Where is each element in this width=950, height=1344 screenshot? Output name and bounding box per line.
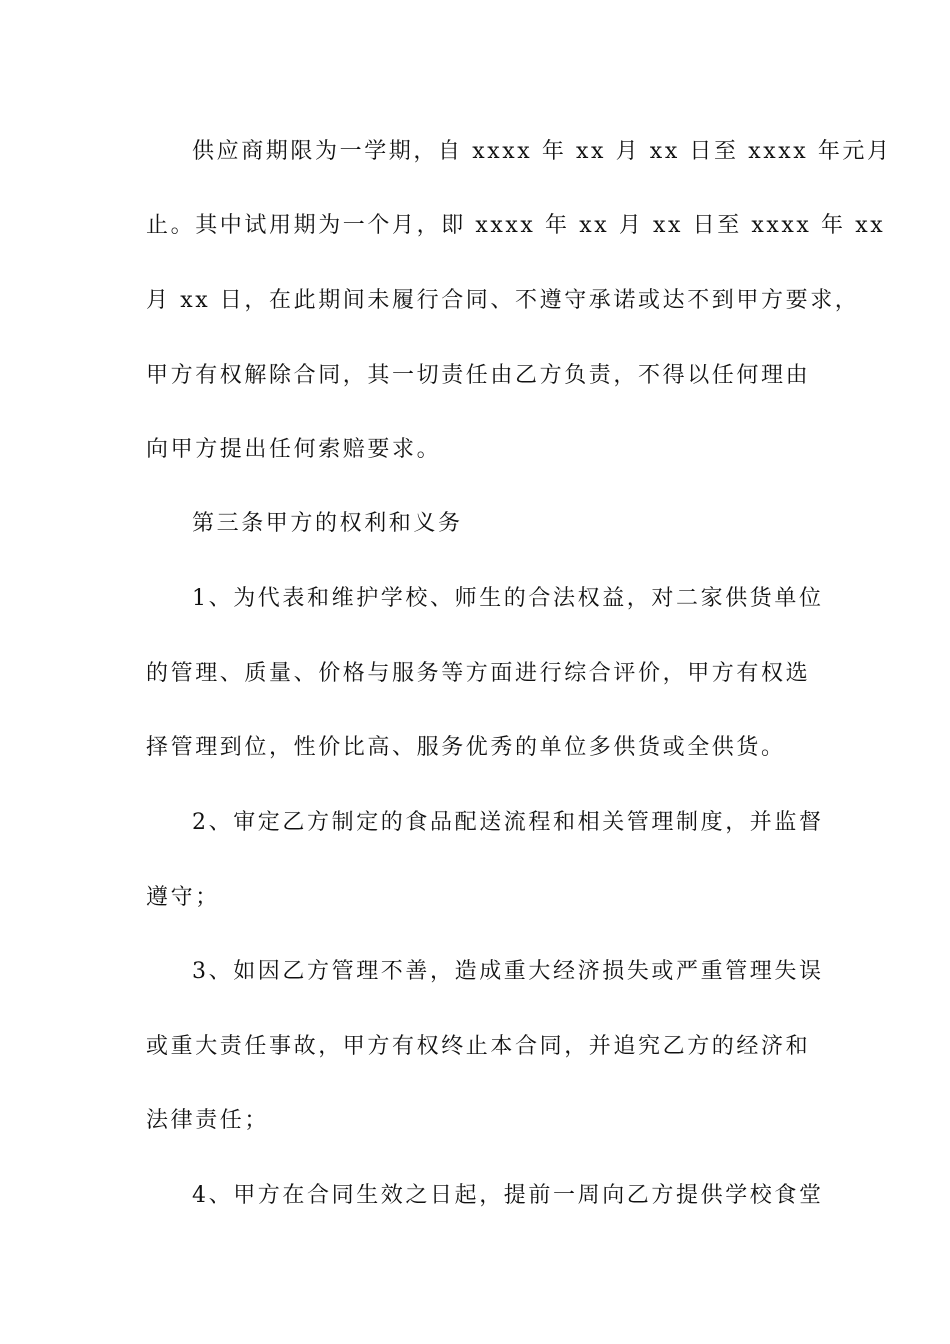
text-line: 2、审定乙方制定的食品配送流程和相关管理制度，并监督 (192, 810, 824, 835)
text-line: 1、为代表和维护学校、师生的合法权益，对二家供货单位 (192, 586, 824, 611)
text-line: 供应商期限为一学期，自 xxxx 年 xx 月 xx 日至 xxxx 年元月 (192, 139, 892, 164)
text-line: 止。其中试用期为一个月，即 xxxx 年 xx 月 xx 日至 xxxx 年 xx (146, 213, 886, 238)
text-line: 择管理到位，性价比高、服务优秀的单位多供货或全供货。 (146, 735, 786, 760)
text-line: 甲方有权解除合同，其一切责任由乙方负责，不得以任何理由 (146, 363, 811, 388)
text-line: 遵守； (146, 885, 220, 910)
section-heading: 第三条甲方的权利和义务 (192, 511, 463, 536)
text-line: 月 xx 日，在此期间未履行合同、不遵守承诺或达不到甲方要求， (146, 288, 860, 313)
text-line: 3、如因乙方管理不善，造成重大经济损失或严重管理失误 (192, 959, 824, 984)
text-line: 或重大责任事故，甲方有权终止本合同，并追究乙方的经济和 (146, 1034, 811, 1059)
text-line: 向甲方提出任何索赔要求。 (146, 437, 442, 462)
text-line: 法律责任； (146, 1108, 270, 1133)
text-line: 4、甲方在合同生效之日起，提前一周向乙方提供学校食堂 (192, 1183, 824, 1208)
text-line: 的管理、质量、价格与服务等方面进行综合评价，甲方有权选 (146, 661, 811, 686)
